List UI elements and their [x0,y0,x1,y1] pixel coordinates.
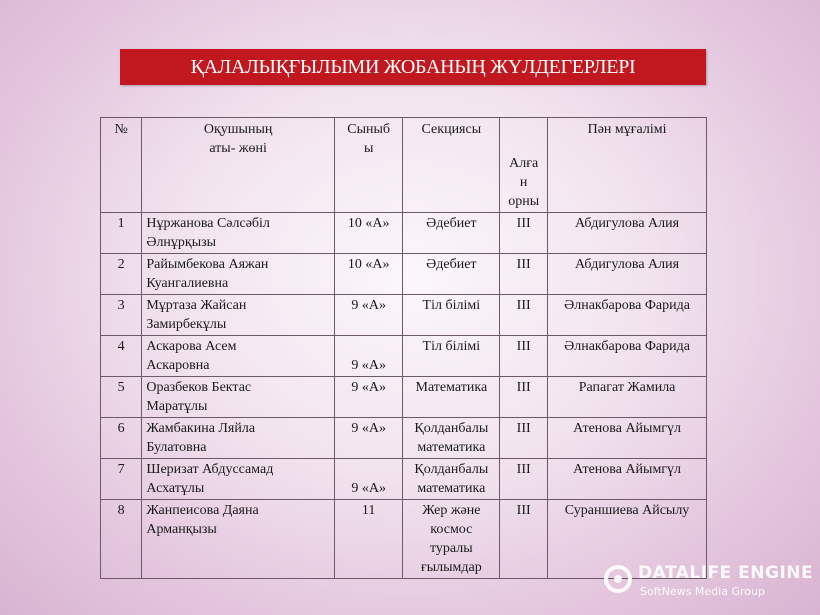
cell-teacher: Сураншиева Айсылу [548,500,707,579]
watermark-subtitle: SoftNews Media Group [640,585,765,598]
cell-place: III [500,254,548,295]
cell-num: 8 [101,500,142,579]
cell-section: Тіл білімі [403,295,500,336]
header-teacher: Пән мұғалімі [548,118,707,213]
page-title: ҚАЛАЛЫҚҒЫЛЫМИ ЖОБАНЫҢ ЖҮЛДЕГЕРЛЕРІ [120,49,706,85]
winners-table [100,117,707,579]
cell-student-name: Жанпеисова Даяна Арманқызы [142,500,335,579]
watermark-brand: DATALIFE ENGINE [638,563,814,583]
cell-section: Әдебиет [403,254,500,295]
cell-grade: 10 «А» [334,213,403,254]
table-row [101,254,707,295]
cell-place: III [500,377,548,418]
table-row [101,295,707,336]
cell-num: 7 [101,459,142,500]
header-num: № [101,118,142,213]
table-row [101,418,707,459]
cell-grade: 9 «А» [334,295,403,336]
cell-grade: 9 «А» [334,336,403,377]
cell-teacher: Абдигулова Алия [548,213,707,254]
datalife-logo-icon [604,565,632,593]
cell-num: 3 [101,295,142,336]
header-grade: Сыныб ы [334,118,403,213]
cell-section: Әдебиет [403,213,500,254]
cell-teacher: Әлнакбарова Фарида [548,295,707,336]
cell-num: 6 [101,418,142,459]
cell-place: III [500,295,548,336]
cell-place: III [500,336,548,377]
cell-teacher: Абдигулова Алия [548,254,707,295]
cell-student-name: Мұртаза Жайсан Замирбекұлы [142,295,335,336]
table-row [101,459,707,500]
cell-section: Қолданбалы математика [403,459,500,500]
cell-student-name: Жамбакина Ляйла Булатовна [142,418,335,459]
table-header-row [101,118,707,213]
cell-grade: 9 «А» [334,377,403,418]
cell-place: III [500,459,548,500]
table-row [101,336,707,377]
cell-place: III [500,500,548,579]
cell-section: Жер және космос туралы ғылымдар [403,500,500,579]
table-row [101,377,707,418]
cell-student-name: Райымбекова Аяжан Куангалиевна [142,254,335,295]
cell-grade: 9 «А» [334,418,403,459]
cell-section: Қолданбалы математика [403,418,500,459]
cell-teacher: Әлнакбарова Фарида [548,336,707,377]
watermark [604,563,814,603]
cell-teacher: Рапагат Жамила [548,377,707,418]
header-place [500,118,548,213]
cell-place: III [500,418,548,459]
cell-student-name: Нұржанова Сәлсәбіл Әлнұрқызы [142,213,335,254]
cell-section: Тіл білімі [403,336,500,377]
cell-num: 2 [101,254,142,295]
cell-grade: 10 «А» [334,254,403,295]
cell-section: Математика [403,377,500,418]
table-row [101,213,707,254]
cell-teacher: Атенова Айымгүл [548,418,707,459]
cell-num: 5 [101,377,142,418]
cell-place: III [500,213,548,254]
cell-grade: 9 «А» [334,459,403,500]
header-name: Оқушының аты- жөні [142,118,335,213]
cell-num: 4 [101,336,142,377]
table-body [101,213,707,579]
cell-student-name: Шеризат Абдуссамад Асхатұлы [142,459,335,500]
cell-student-name: Аскарова Асем Аскаровна [142,336,335,377]
header-place-label: Алға н орны [508,156,540,209]
header-section: Секциясы [403,118,500,213]
cell-teacher: Атенова Айымгүл [548,459,707,500]
cell-student-name: Оразбеков Бектас Маратұлы [142,377,335,418]
cell-grade: 11 [334,500,403,579]
cell-num: 1 [101,213,142,254]
